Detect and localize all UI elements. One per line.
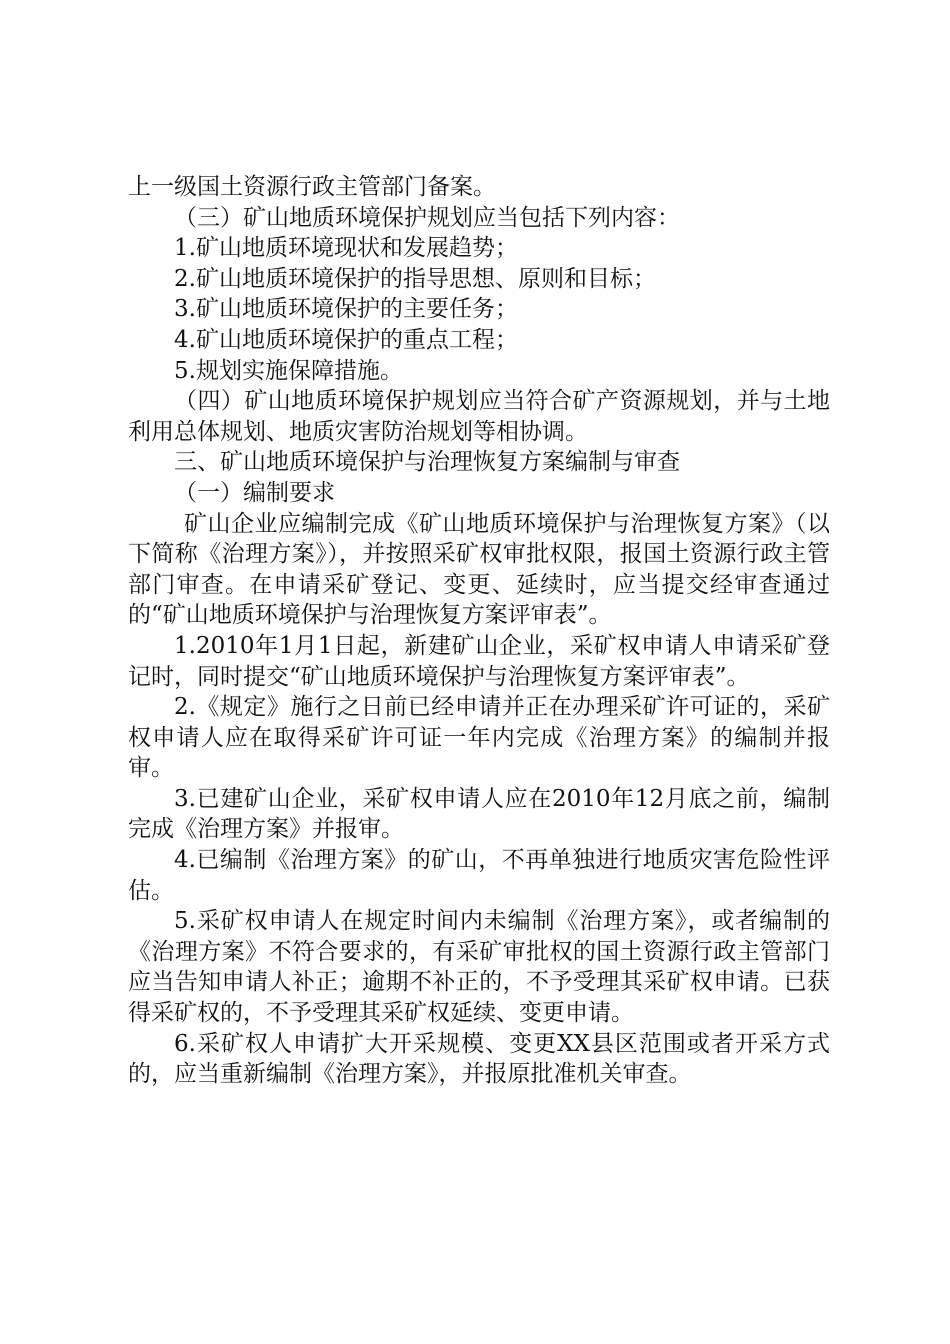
paragraph-continuation: 上一级国土资源行政主管部门备案。 (128, 174, 496, 200)
section-heading-4: （四）矿山地质环境保护规划应当符合矿产资源规划，并与土地利用总体规划、地质灾害防治规划等相协调。 (128, 388, 830, 445)
rule-item-1: 1.2010年1月1日起，新建矿山企业，采矿权申请人申请采矿登记时，同时提交“矿山地质环境保护与治理恢复方案评审表”。 (128, 632, 830, 690)
list-item-5: 5.规划实施保障措施。 (174, 357, 403, 384)
rule-item-3: 3.已建矿山企业，采矿权申请人应在2010年12月底之前，编制完成《治理方案》并报审。 (128, 785, 830, 843)
rule-item-4: 4.已编制《治理方案》的矿山，不再单独进行地质灾害危险性评估。 (128, 847, 830, 904)
list-item-4: 4.矿山地质环境保护的重点工程； (174, 326, 518, 353)
list-item-2: 2.矿山地质环境保护的指导思想、原则和目标； (174, 265, 656, 292)
rule-item-5: 5.采矿权申请人在规定时间内未编制《治理方案》，或者编制的《治理方案》不符合要求的，有采矿审批权的国土资源行政主管部门应当告知申请人补正；逾期不补正的，不予受理其采矿权申请。已获得采矿权的，不予受理其采矿权延续、变更申请。 (128, 908, 830, 1027)
list-item-1: 1.矿山地质环境现状和发展趋势； (174, 235, 518, 262)
chapter-heading-3: 三、矿山地质环境保护与治理恢复方案编制与审查 (174, 449, 680, 476)
section-heading-3: （三）矿山地质环境保护规划应当包括下列内容： (174, 204, 680, 231)
subsection-heading-1: （一）编制要求 (174, 479, 335, 506)
list-item-3: 3.矿山地质环境保护的主要任务； (174, 296, 518, 323)
document-body (128, 172, 830, 1090)
rule-item-2: 2.《规定》施行之日前已经申请并正在办理采矿许可证的，采矿权申请人应在取得采矿许可证一年内完成《治理方案》的编制并报审。 (128, 694, 830, 782)
body-paragraph: 矿山企业应编制完成《矿山地质环境保护与治理恢复方案》（以下简称《治理方案》），并按照采矿权审批权限，报国土资源行政主管部门审查。在申请采矿登记、变更、延续时，应当提交经审查通过的“矿山地质环境保护与治理恢复方案评审表”。 (128, 510, 830, 629)
rule-item-6: 6.采矿权人申请扩大开采规模、变更XX县区范围或者开采方式的，应当重新编制《治理方案》，并报原批准机关审查。 (128, 1030, 830, 1088)
